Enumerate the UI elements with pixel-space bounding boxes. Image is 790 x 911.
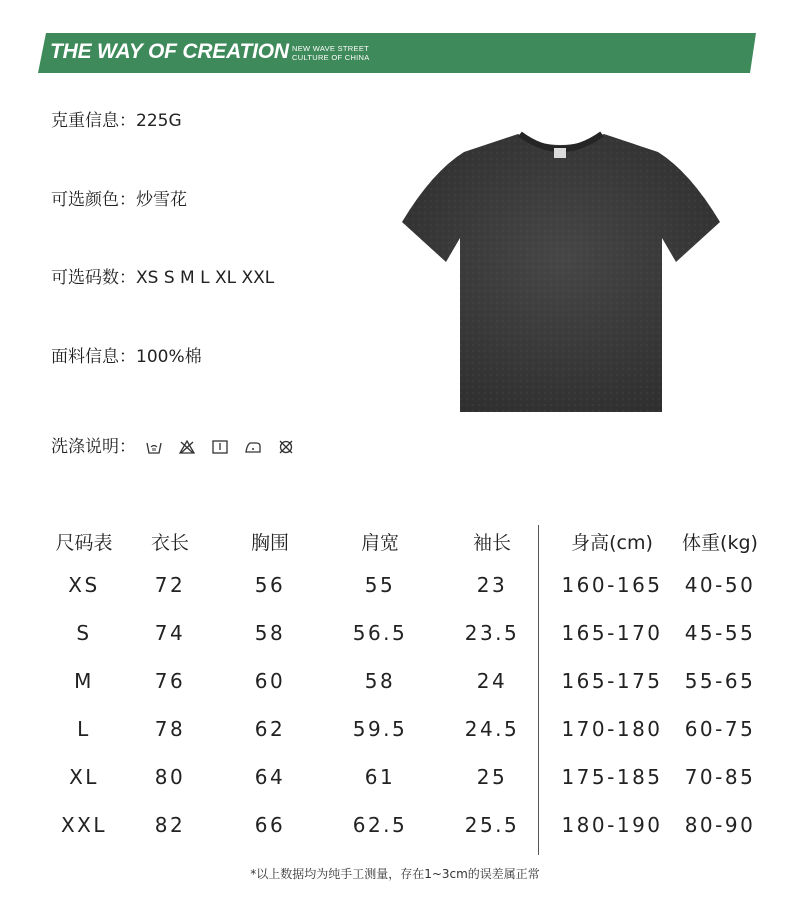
info-weight-label: 克重信息： — [51, 111, 136, 131]
table-cell: 62 — [254, 717, 286, 741]
table-header-cell: 肩宽 — [360, 532, 400, 554]
table-cell: 60-75 — [684, 717, 756, 741]
measurement-note: *以上数据均为纯手工测量，存在1~3cm的误差属正常 — [250, 867, 540, 881]
table-cell: 60 — [254, 669, 286, 693]
table-cell: L — [77, 717, 91, 741]
table-cell: 175-185 — [561, 765, 663, 789]
info-weight-value: 225G — [136, 111, 182, 131]
info-fabric-value: 100%棉 — [136, 347, 202, 367]
table-cell: 56.5 — [352, 621, 408, 645]
table-header-cell: 胸围 — [250, 532, 290, 554]
table-cell: 80-90 — [684, 813, 756, 837]
banner-subtitle — [292, 44, 370, 62]
table-cell: 24.5 — [464, 717, 520, 741]
table-cell: 165-170 — [561, 621, 663, 645]
hand-wash-icon — [145, 439, 163, 455]
table-cell: 55-65 — [684, 669, 756, 693]
table-cell: 62.5 — [352, 813, 408, 837]
table-header-cell: 袖长 — [472, 532, 512, 554]
info-color-label: 可选颜色： — [51, 190, 136, 210]
banner-subtitle-line2: CULTURE OF CHINA — [292, 53, 370, 62]
banner-subtitle-line1: NEW WAVE STREET — [292, 44, 370, 53]
table-cell: 64 — [254, 765, 286, 789]
info-wash — [51, 432, 295, 457]
table-header-cell: 体重(kg) — [682, 532, 758, 554]
table-header-cell: 尺码表 — [55, 532, 113, 554]
table-cell: 23 — [476, 573, 508, 597]
no-dry-clean-icon — [277, 439, 295, 455]
banner-title: THE WAY OF CREATION — [50, 40, 289, 63]
iron-icon — [244, 439, 262, 455]
table-cell: 78 — [154, 717, 186, 741]
table-cell: 55 — [364, 573, 396, 597]
table-header-cell: 衣长 — [150, 532, 190, 554]
care-icons — [145, 439, 295, 455]
info-sizes — [51, 263, 274, 288]
table-cell: 59.5 — [352, 717, 408, 741]
table-cell: 74 — [154, 621, 186, 645]
table-cell: 180-190 — [561, 813, 663, 837]
info-color — [51, 185, 187, 210]
tumble-dry-icon — [211, 439, 229, 455]
table-cell: 66 — [254, 813, 286, 837]
info-sizes-value: XS S M L XL XXL — [136, 268, 275, 288]
table-cell: 23.5 — [464, 621, 520, 645]
table-cell: XS — [68, 573, 100, 597]
table-cell: 160-165 — [561, 573, 663, 597]
table-divider — [538, 525, 539, 855]
table-cell: M — [74, 669, 94, 693]
table-cell: 24 — [476, 669, 508, 693]
info-fabric-label: 面料信息： — [51, 347, 136, 367]
table-cell: 76 — [154, 669, 186, 693]
info-sizes-label: 可选码数： — [51, 268, 136, 288]
info-weight — [51, 106, 182, 131]
table-cell: 170-180 — [561, 717, 663, 741]
table-cell: 25 — [476, 765, 508, 789]
tshirt-image — [400, 122, 722, 418]
header-banner — [38, 33, 756, 73]
no-bleach-icon — [178, 439, 196, 455]
info-fabric — [51, 342, 202, 367]
table-cell: XXL — [60, 813, 108, 837]
table-cell: XL — [69, 765, 99, 789]
table-cell: 58 — [364, 669, 396, 693]
table-cell: 72 — [154, 573, 186, 597]
table-cell: 45-55 — [684, 621, 756, 645]
table-cell: 25.5 — [464, 813, 520, 837]
table-header-cell: 身高(cm) — [571, 532, 653, 554]
table-cell: 70-85 — [684, 765, 756, 789]
info-wash-label: 洗涤说明： — [51, 437, 136, 457]
table-cell: 56 — [254, 573, 286, 597]
info-color-value: 炒雪花 — [136, 190, 187, 210]
table-cell: 61 — [364, 765, 396, 789]
table-cell: 165-175 — [561, 669, 663, 693]
table-cell: S — [76, 621, 92, 645]
table-cell: 80 — [154, 765, 186, 789]
table-cell: 40-50 — [684, 573, 756, 597]
table-cell: 82 — [154, 813, 186, 837]
table-cell: 58 — [254, 621, 286, 645]
